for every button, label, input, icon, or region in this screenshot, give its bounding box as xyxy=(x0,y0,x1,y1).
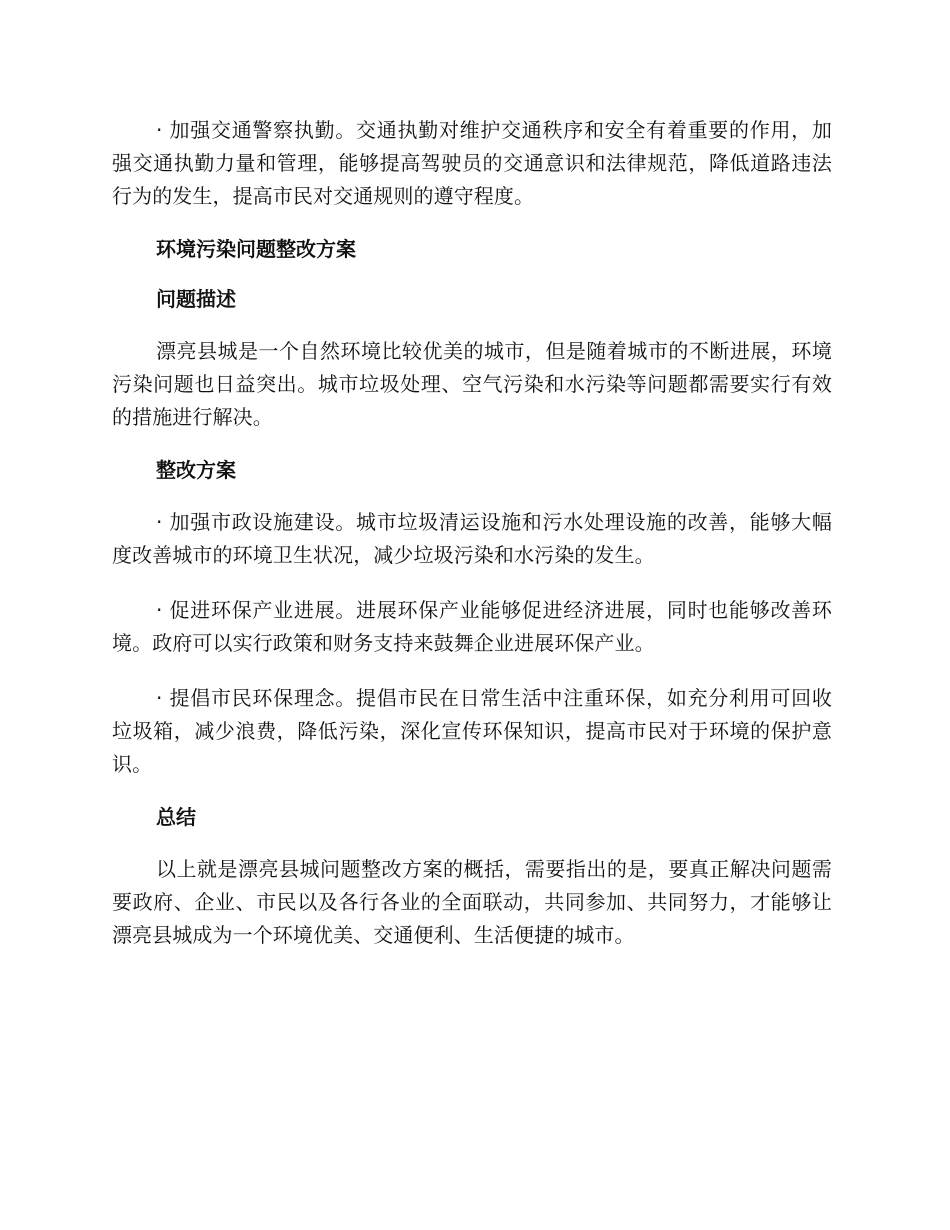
paragraph-plan-infrastructure: · 加强市政设施建设。城市垃圾清运设施和污水处理设施的改善，能够大幅度改善城市的环境卫生状况，减少垃圾污染和水污染的发生。 xyxy=(112,510,832,567)
subheading-summary: 总结 xyxy=(156,805,196,829)
section-heading-environment: 环境污染问题整改方案 xyxy=(156,237,356,261)
paragraph-summary: 以上就是漂亮县城问题整改方案的概括，需要指出的是，要真正解决问题需要政府、企业、市民以及各行各业的全面联动，共同参加、共同努力，才能够让漂亮县城成为一个环境优美、交通便利、生活便捷的城市。 xyxy=(112,857,832,947)
subheading-problem-description: 问题描述 xyxy=(156,287,236,311)
paragraph-plan-awareness: · 提倡市民环保理念。提倡市民在日常生活中注重环保，如充分利用可回收垃圾箱，减少浪费，降低污染，深化宣传环保知识，提高市民对于环境的保护意识。 xyxy=(112,686,832,776)
paragraph-traffic-enforcement: · 加强交通警察执勤。交通执勤对维护交通秩序和安全有着重要的作用，加强交通执勤力量和管理，能够提高驾驶员的交通意识和法律规范，降低道路违法行为的发生，提高市民对交通规则的遵守程度。 xyxy=(112,118,832,208)
paragraph-plan-industry: · 促进环保产业进展。进展环保产业能够促进经济进展，同时也能够改善环境。政府可以实行政策和财务支持来鼓舞企业进展环保产业。 xyxy=(112,598,832,655)
subheading-rectification-plan: 整改方案 xyxy=(156,458,236,482)
paragraph-problem-description: 漂亮县城是一个自然环境比较优美的城市，但是随着城市的不断进展，环境污染问题也日益突出。城市垃圾处理、空气污染和水污染等问题都需要实行有效的措施进行解决。 xyxy=(112,339,832,429)
document-page xyxy=(112,114,832,952)
